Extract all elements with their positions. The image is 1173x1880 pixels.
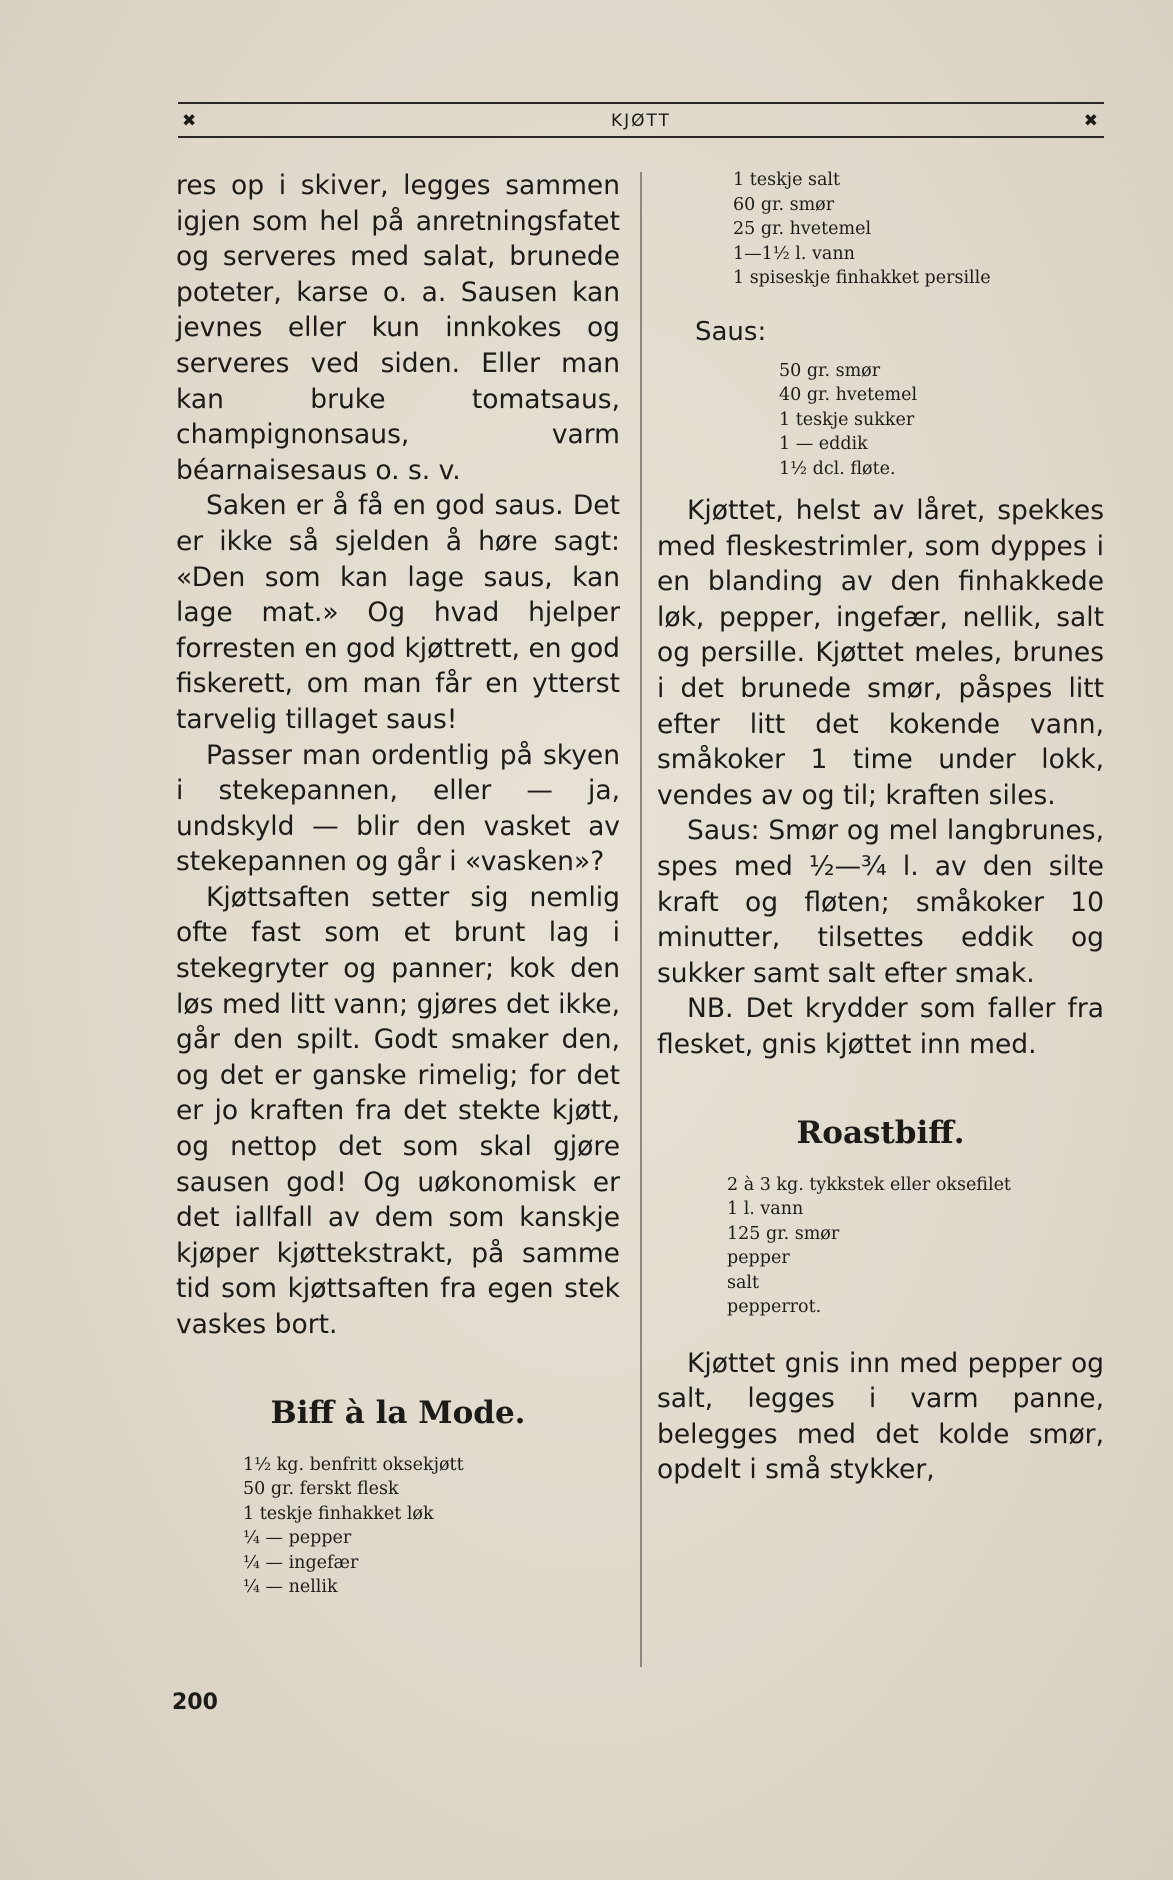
paragraph: Kjøttsaften setter sig nemlig ofte fast som et brunt lag i stekegryter og panner; kok den løs med litt vann; gjøres det ikke, går den spilt. Godt smaker den, og det er ganske rimelig; for det er jo kraften fra det stekte kjøtt, og nettop det som skal gjøre sausen god! Og uøkonomisk er det iallfall av dem som kanskje kjøper kjøttekstrakt, på samme tid som kjøttsaften fra egen stek vaskes bort. — [176, 881, 620, 1340]
paragraph: Kjøttet, helst av låret, spekkes med fleskestrimler, som dyppes i en blanding av den finhakkede løk, pepper, ingefær, nellik, salt og persille. Kjøttet meles, brunes i det brunede smør, påspes litt efter litt det kokende vann, småkoker 1 time under lokk, vendes av og til; kraften siles. — [657, 495, 1104, 811]
ingredient: ¼ — nellik — [243, 1577, 338, 1598]
section-title: KJØTT — [610, 111, 671, 131]
running-head — [178, 102, 1104, 138]
paragraph: Kjøttet gnis inn med pepper og salt, legges i varm panne, belegges med det kolde smør, opdelt i små stykker, — [657, 1347, 1104, 1486]
ingredient: 1 — eddik — [779, 434, 868, 454]
ingredient: 50 gr. ferskt flesk — [243, 1479, 399, 1500]
saus-label: Saus: — [695, 316, 767, 347]
ingredient: 1 teskje sukker — [779, 409, 915, 430]
ingredient: ¼ — pepper — [243, 1528, 352, 1549]
ingredient: 1 l. vann — [727, 1199, 804, 1219]
page-number: 200 — [172, 1690, 218, 1715]
ornament-left: ✖ — [182, 111, 199, 131]
ingredient: 25 gr. hvetemel — [733, 219, 872, 239]
ingredient: 2 à 3 kg. tykkstek eller oksefilet — [727, 1174, 1011, 1195]
paragraph: Saus: Smør og mel langbrunes, spes med ½—¾ l. av den silte kraft og fløten; småkoker 10 minutter, tilsettes eddik og sukker samt salt efter smak. — [657, 815, 1104, 989]
right-column — [657, 168, 1104, 1488]
ingredient: 1½ kg. benfritt oksekjøtt — [243, 1454, 464, 1475]
ingredient-list — [176, 1453, 620, 1600]
ingredient: 1 teskje salt — [733, 170, 841, 190]
saus-ingredient-list — [657, 359, 1104, 482]
ingredient: 125 gr. smør — [727, 1223, 840, 1244]
ingredient: ¼ — ingefær — [243, 1552, 359, 1573]
column-divider — [640, 172, 642, 1667]
paragraph: Passer man ordentlig på skyen i stekepannen, eller — ja, undskyld — blir den vasket av stekepannen og går i «vasken»? — [176, 739, 620, 878]
ingredient: pepper — [727, 1248, 790, 1268]
ingredient-list-continued — [657, 168, 1104, 291]
ingredient: 1 spiseskje finhakket persille — [733, 268, 991, 288]
ingredient: 40 gr. hvetemel — [779, 385, 918, 405]
ingredient: 1 teskje finhakket løk — [243, 1503, 434, 1524]
ingredient: pepperrot. — [727, 1297, 822, 1317]
ingredient: salt — [727, 1272, 760, 1293]
recipe-title-roastbiff: Roastbiff. — [796, 1114, 965, 1151]
left-column — [176, 168, 620, 1600]
ingredient: 50 gr. smør — [779, 360, 881, 381]
paragraph: Saken er å få en god saus. Det er ikke så sjelden å høre sagt: «Den som kan lage saus, kan lage mat.» Og hvad hjelper forresten en god kjøttrett, en god fiskerett, om man får en ytterst tarvelig tillaget saus! — [176, 490, 620, 735]
paragraph: res op i skiver, legges sammen igjen som hel på anretningsfatet og serveres med salat, brunede poteter, karse o. a. Sausen kan jevnes eller kun innkokes og serveres ved siden. Eller man kan bruke tomatsaus, champignonsaus, varm béarnaisesaus o. s. v. — [176, 170, 620, 486]
ingredient: 1½ dcl. fløte. — [779, 458, 896, 479]
recipe-title-biff-a-la-mode: Biff à la Mode. — [270, 1394, 526, 1431]
ingredient: 1—1½ l. vann — [733, 243, 855, 264]
ingredient-list — [657, 1173, 1104, 1320]
paragraph: NB. Det krydder som faller fra flesket, gnis kjøttet inn med. — [657, 993, 1104, 1060]
ingredient: 60 gr. smør — [733, 194, 835, 215]
ornament-right: ✖ — [1083, 111, 1100, 131]
